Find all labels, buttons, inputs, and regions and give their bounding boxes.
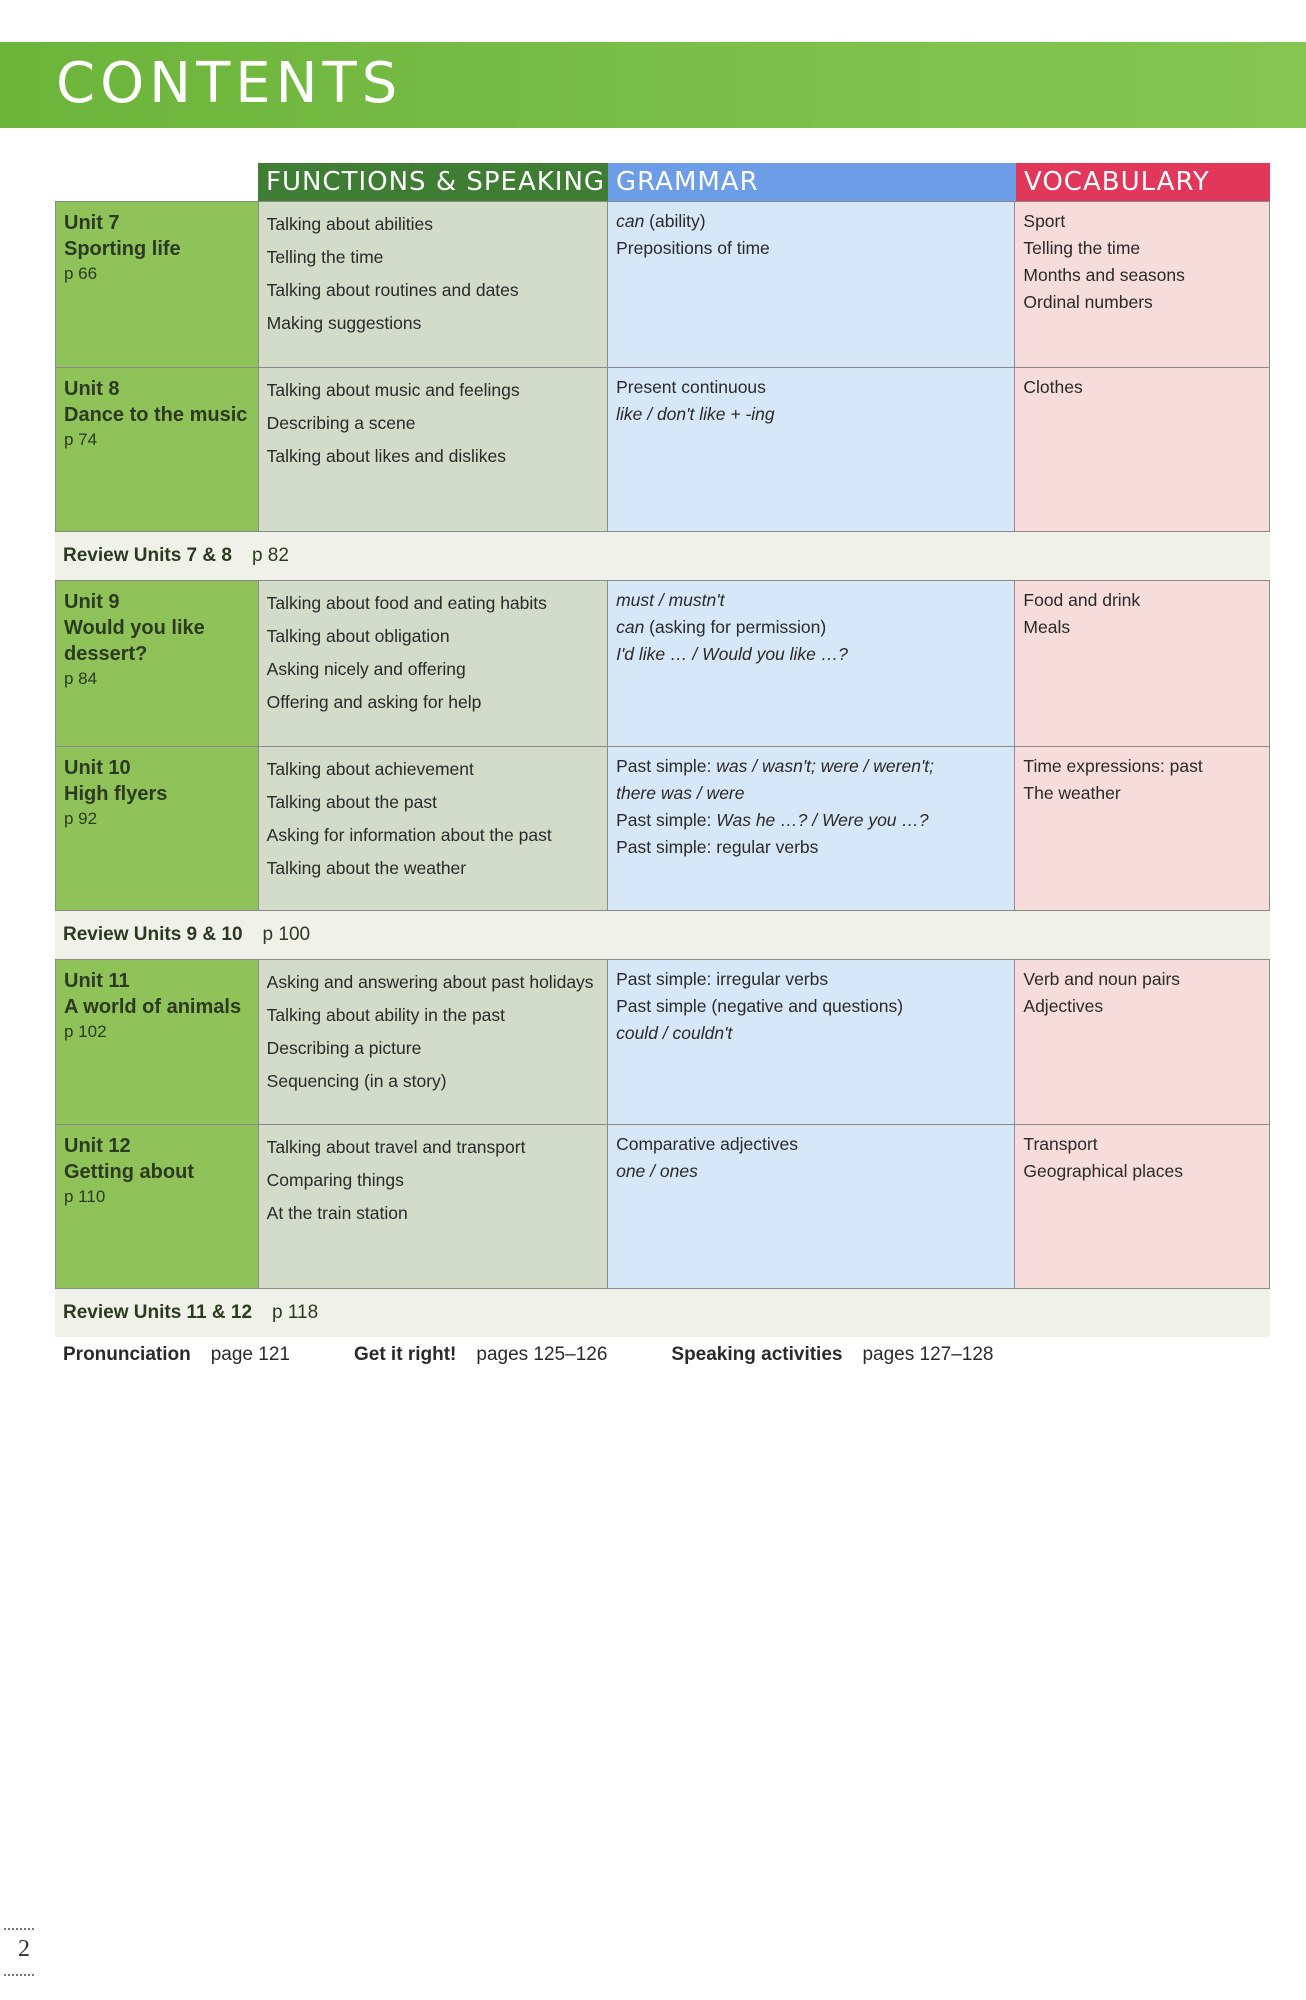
speaking-activities-label: Speaking activities (671, 1344, 843, 1365)
review-label: Review Units 7 & 8 (63, 545, 232, 566)
get-it-right-page: pages 125–126 (476, 1344, 608, 1365)
grammar-text: (asking for permission) (644, 617, 827, 637)
grammar-text: Prepositions of time (616, 238, 770, 258)
grammar-text: Comparative adjectives (616, 1134, 798, 1154)
function-item: Talking about the past (266, 792, 437, 812)
grammar-item (616, 1020, 1006, 1047)
function-item: Talking about likes and dislikes (266, 446, 506, 466)
unit-block (55, 201, 1270, 532)
grammar-item (616, 641, 1006, 668)
unit-row (56, 746, 1269, 910)
grammar-text: was / wasn't; were / weren't; (716, 756, 935, 776)
header-vocabulary: VOCABULARY (1016, 163, 1270, 201)
unit-page: p 110 (64, 1187, 106, 1206)
unit-title: Dance to the music (64, 404, 248, 426)
grammar-item (616, 235, 1006, 262)
page-number-rule-top (4, 1928, 34, 1930)
unit-number: Unit 10 (64, 757, 131, 779)
vocabulary-item: Months and seasons (1023, 265, 1185, 285)
grammar-item (616, 966, 1006, 993)
grammar-item (616, 614, 1006, 641)
unit-block (55, 959, 1270, 1289)
grammar-item (616, 1158, 1006, 1185)
grammar-cell (608, 202, 1015, 367)
function-item: Describing a picture (266, 1038, 422, 1058)
page-number: 2 (18, 1936, 30, 1962)
unit-page: p 102 (64, 1022, 107, 1041)
grammar-text: Past simple: (616, 756, 717, 776)
vocabulary-cell (1015, 1125, 1269, 1288)
grammar-item (616, 753, 1006, 780)
functions-cell (259, 368, 608, 531)
header-functions-speaking: FUNCTIONS & SPEAKING (258, 163, 608, 201)
vocabulary-item: Adjectives (1023, 996, 1104, 1016)
unit-page: p 66 (64, 264, 98, 283)
function-item: Talking about achievement (266, 759, 474, 779)
unit-number: Unit 7 (64, 212, 120, 234)
vocabulary-cell (1015, 581, 1269, 746)
function-item: Asking and answering about past holidays (266, 972, 594, 992)
unit-cell (56, 368, 259, 531)
grammar-item (616, 780, 1006, 807)
grammar-text: Past simple: regular verbs (616, 837, 819, 857)
unit-number: Unit 9 (64, 591, 120, 613)
grammar-text: can (616, 617, 645, 637)
unit-number: Unit 12 (64, 1135, 131, 1157)
unit-cell (56, 960, 259, 1124)
grammar-cell (608, 960, 1015, 1124)
function-item: Asking nicely and offering (266, 659, 466, 679)
vocabulary-cell (1015, 960, 1269, 1124)
unit-row (56, 367, 1269, 531)
unit-row (56, 202, 1269, 367)
review-row (55, 1289, 1270, 1337)
contents-banner (0, 42, 1306, 128)
grammar-item (616, 834, 1006, 861)
review-row (55, 911, 1270, 959)
unit-number: Unit 11 (64, 970, 130, 992)
function-item: Describing a scene (266, 413, 416, 433)
review-label: Review Units 11 & 12 (63, 1302, 253, 1323)
review-label: Review Units 9 & 10 (63, 924, 243, 945)
grammar-cell (608, 368, 1015, 531)
unit-row (56, 581, 1269, 746)
functions-cell (259, 581, 608, 746)
grammar-text: Past simple: irregular verbs (616, 969, 829, 989)
function-item: At the train station (266, 1203, 408, 1223)
function-item: Asking for information about the past (266, 825, 552, 845)
review-page: p 118 (272, 1302, 319, 1323)
unit-cell (56, 747, 259, 910)
grammar-text: (ability) (644, 211, 706, 231)
page-title: CONTENTS (56, 51, 403, 116)
unit-number: Unit 8 (64, 378, 120, 400)
grammar-item (616, 807, 1006, 834)
grammar-item (616, 587, 1006, 614)
vocabulary-cell (1015, 202, 1269, 367)
grammar-text: Present continuous (616, 377, 766, 397)
function-item: Talking about abilities (266, 214, 434, 234)
vocabulary-cell (1015, 747, 1269, 910)
function-item: Talking about ability in the past (266, 1005, 506, 1025)
contents-table (55, 163, 1270, 1337)
grammar-item (616, 401, 1006, 428)
unit-title: A world of animals (64, 996, 242, 1018)
unit-row (56, 960, 1269, 1124)
vocabulary-item: Time expressions: past (1023, 756, 1203, 776)
grammar-item (616, 1131, 1006, 1158)
page-number-rule-bottom (4, 1974, 34, 1976)
grammar-text: can (616, 211, 645, 231)
grammar-cell (608, 747, 1015, 910)
function-item: Comparing things (266, 1170, 404, 1190)
vocabulary-item: Transport (1023, 1134, 1098, 1154)
grammar-item (616, 993, 1006, 1020)
grammar-text: could / couldn't (616, 1023, 733, 1043)
function-item: Sequencing (in a story) (266, 1071, 447, 1091)
function-item: Talking about obligation (266, 626, 450, 646)
unit-page: p 74 (64, 430, 98, 449)
grammar-text: Past simple (negative and questions) (616, 996, 904, 1016)
unit-title: Would you like dessert? (64, 617, 205, 665)
function-item: Talking about food and eating habits (266, 593, 547, 613)
vocabulary-item: Verb and noun pairs (1023, 969, 1181, 989)
unit-cell (56, 581, 259, 746)
unit-page: p 84 (64, 669, 98, 688)
contents-body (55, 201, 1270, 1337)
unit-title: Getting about (64, 1161, 194, 1183)
function-item: Talking about music and feelings (266, 380, 520, 400)
grammar-text: must / mustn't (616, 590, 725, 610)
vocabulary-item: Clothes (1023, 377, 1083, 397)
grammar-cell (608, 581, 1015, 746)
review-page: p 82 (251, 545, 289, 566)
grammar-text: I'd like … / Would you like …? (616, 644, 848, 664)
functions-cell (259, 202, 608, 367)
unit-title: Sporting life (64, 238, 181, 260)
footer-links (63, 1344, 993, 1366)
vocabulary-cell (1015, 368, 1269, 531)
unit-page: p 92 (64, 809, 98, 828)
grammar-text: there was / were (616, 783, 745, 803)
grammar-text: one / ones (616, 1161, 698, 1181)
vocabulary-item: Ordinal numbers (1023, 292, 1153, 312)
vocabulary-item: Telling the time (1023, 238, 1141, 258)
grammar-text: like / don't like + -ing (616, 404, 775, 424)
grammar-item (616, 208, 1006, 235)
unit-row (56, 1124, 1269, 1288)
column-header-row (258, 163, 1270, 201)
pronunciation-page: page 121 (210, 1344, 290, 1365)
function-item: Making suggestions (266, 313, 422, 333)
vocabulary-item: Meals (1023, 617, 1071, 637)
speaking-activities-page: pages 127–128 (862, 1344, 994, 1365)
function-item: Talking about the weather (266, 858, 467, 878)
grammar-text: Was he …? / Were you …? (716, 810, 929, 830)
header-grammar: GRAMMAR (608, 163, 1016, 201)
review-page: p 100 (262, 924, 311, 945)
unit-block (55, 580, 1270, 911)
grammar-item (616, 374, 1006, 401)
function-item: Talking about travel and transport (266, 1137, 526, 1157)
get-it-right-label: Get it right! (353, 1344, 457, 1365)
function-item: Talking about routines and dates (266, 280, 519, 300)
vocabulary-item: Sport (1023, 211, 1066, 231)
functions-cell (259, 1125, 608, 1288)
unit-title: High flyers (64, 783, 168, 805)
function-item: Telling the time (266, 247, 384, 267)
unit-cell (56, 202, 259, 367)
pronunciation-label: Pronunciation (63, 1344, 191, 1365)
functions-cell (259, 747, 608, 910)
functions-cell (259, 960, 608, 1124)
function-item: Offering and asking for help (266, 692, 482, 712)
vocabulary-item: Geographical places (1023, 1161, 1183, 1181)
unit-cell (56, 1125, 259, 1288)
vocabulary-item: The weather (1023, 783, 1121, 803)
vocabulary-item: Food and drink (1023, 590, 1141, 610)
review-row (55, 532, 1270, 580)
grammar-text: Past simple: (616, 810, 717, 830)
grammar-cell (608, 1125, 1015, 1288)
